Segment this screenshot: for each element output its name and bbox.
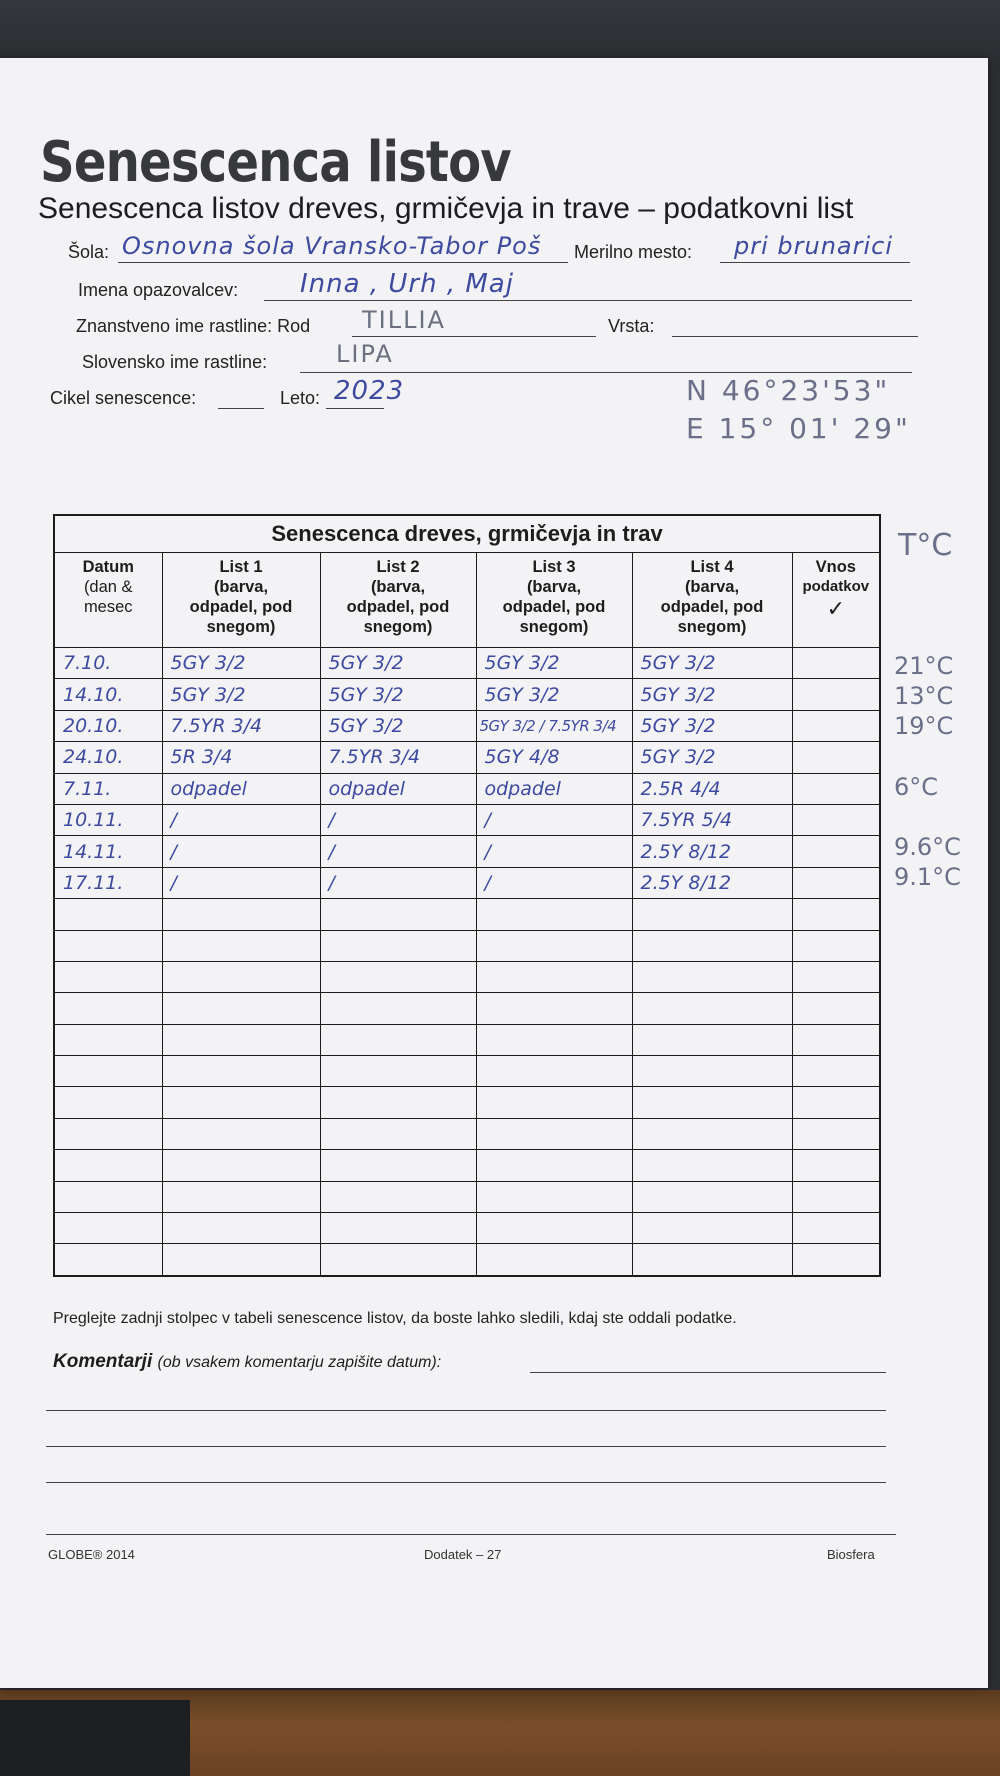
header-list-1-sub1: (barva, [213, 578, 269, 596]
table-row [54, 1181, 880, 1212]
cell-list-4[interactable] [632, 930, 792, 961]
temperature-value: 19°C [894, 712, 954, 741]
school-label: Šola: [68, 242, 110, 262]
cell-list-3[interactable]: 5GY 4/8 [476, 742, 632, 773]
cell-entry[interactable] [792, 930, 880, 961]
table-row [54, 1087, 880, 1118]
header-list-3-sub3: snegom) [519, 618, 589, 636]
cell-entry[interactable] [792, 1181, 880, 1212]
table-row [54, 993, 880, 1024]
cell-date[interactable]: 20.10. [54, 710, 162, 741]
cell-date[interactable] [54, 961, 162, 992]
cell-date[interactable]: 7.10. [54, 648, 162, 679]
checkmark-icon: ✓ [826, 596, 845, 621]
cell-list-2[interactable] [320, 993, 476, 1024]
header-list-1 [162, 553, 320, 648]
cell-list-1[interactable] [162, 1118, 320, 1149]
cell-list-1[interactable]: / [162, 804, 320, 835]
year-line [326, 408, 384, 409]
table-row [54, 867, 880, 898]
cell-entry[interactable] [792, 1213, 880, 1244]
table-row [54, 742, 880, 773]
cycle-line[interactable] [218, 408, 264, 409]
cell-entry[interactable] [792, 867, 880, 898]
header-list-2 [320, 553, 476, 648]
school-line [118, 262, 568, 263]
cell-list-3[interactable]: odpadel [476, 773, 632, 804]
cell-list-1[interactable]: odpadel [162, 773, 320, 804]
header-list-2-sub1: (barva, [370, 578, 426, 596]
cell-entry[interactable] [792, 961, 880, 992]
cell-list-4[interactable]: 2.5R 4/4 [632, 773, 792, 804]
cell-entry[interactable] [792, 1024, 880, 1055]
school-value[interactable]: Osnovna šola Vransko-Tabor Poš [122, 232, 542, 260]
data-sheet [0, 58, 988, 1688]
sheet-title: Senescenca listov [40, 130, 511, 195]
header-date-title: Datum [82, 558, 134, 576]
cell-list-2[interactable] [320, 1181, 476, 1212]
cell-list-1[interactable] [162, 1213, 320, 1244]
cell-date[interactable] [54, 1024, 162, 1055]
cell-entry[interactable] [792, 1118, 880, 1149]
year-value[interactable]: 2023 [334, 376, 405, 406]
header-list-1-title: List 1 [219, 558, 263, 576]
cell-date[interactable] [54, 1181, 162, 1212]
table-row [54, 1150, 880, 1181]
cell-list-2[interactable]: 5GY 3/2 [320, 710, 476, 741]
cell-list-4[interactable]: 2.5Y 8/12 [632, 836, 792, 867]
table-row [54, 1118, 880, 1149]
cell-entry[interactable] [792, 1056, 880, 1087]
cell-list-2[interactable] [320, 899, 476, 930]
cell-entry[interactable] [792, 836, 880, 867]
header-list-1-sub3: snegom) [206, 618, 276, 636]
cell-list-1[interactable] [162, 930, 320, 961]
cell-list-3[interactable] [476, 961, 632, 992]
photo-background-bottom [0, 1700, 190, 1776]
table-row [54, 836, 880, 867]
cell-list-3[interactable] [476, 1150, 632, 1181]
cell-list-1[interactable] [162, 1056, 320, 1087]
genus-value[interactable]: TILLIA [362, 306, 446, 334]
table-row [54, 899, 880, 930]
comment-line-4[interactable] [46, 1482, 886, 1483]
cell-list-2[interactable] [320, 1087, 476, 1118]
header-list-4-title: List 4 [690, 558, 734, 576]
temperature-value: 6°C [894, 772, 939, 801]
footer-left: GLOBE® 2014 [48, 1547, 135, 1562]
cell-list-3[interactable] [476, 1181, 632, 1212]
cell-date[interactable]: 7.11. [54, 773, 162, 804]
genus-line [352, 336, 596, 337]
header-list-4-sub1: (barva, [684, 578, 740, 596]
header-date-sub2: mesec [83, 598, 133, 616]
header-list-3-sub2: odpadel, pod [502, 598, 606, 616]
cell-list-3[interactable] [476, 930, 632, 961]
cell-list-1[interactable] [162, 1181, 320, 1212]
observers-value[interactable]: Inna , Urh , Maj [300, 269, 514, 299]
comments-hint: (ob vsakem komentarju zapišite datum): [157, 1354, 442, 1371]
cell-date[interactable] [54, 1087, 162, 1118]
sheet-subtitle: Senescenca listov dreves, grmičevja in trave – podatkovni list [38, 192, 854, 225]
cell-date[interactable]: 24.10. [54, 742, 162, 773]
cell-date[interactable] [54, 1150, 162, 1181]
table-row [54, 1244, 880, 1276]
cell-list-2[interactable] [320, 1150, 476, 1181]
cell-list-2[interactable]: / [320, 836, 476, 867]
header-entry-sub1: podatkov [802, 578, 870, 595]
cell-list-3[interactable] [476, 1213, 632, 1244]
cell-list-1[interactable]: 5GY 3/2 [162, 679, 320, 710]
cell-date[interactable] [54, 1118, 162, 1149]
cell-entry[interactable] [792, 1150, 880, 1181]
cell-list-3[interactable] [476, 1087, 632, 1118]
species-label: Vrsta: [608, 316, 655, 336]
common-name-value[interactable]: LIPA [336, 340, 394, 368]
header-list-2-sub2: odpadel, pod [346, 598, 450, 616]
header-entry [792, 553, 880, 648]
comment-line-3[interactable] [46, 1446, 886, 1447]
cell-list-1[interactable] [162, 1024, 320, 1055]
cell-list-1[interactable]: 5R 3/4 [162, 742, 320, 773]
cycle-label: Cikel senescence: [50, 388, 197, 408]
year-label: Leto: [280, 388, 321, 408]
table-row [54, 1213, 880, 1244]
cell-list-3[interactable]: / [476, 836, 632, 867]
cell-list-2[interactable] [320, 1056, 476, 1087]
instruction-note: Preglejte zadnji stolpec v tabeli senescence listov, da boste lahko sledili, kdaj ste oddali podatke. [53, 1310, 737, 1327]
cell-list-3[interactable] [476, 1244, 632, 1276]
cell-list-2[interactable] [320, 1213, 476, 1244]
cell-entry[interactable] [792, 679, 880, 710]
table-row [54, 679, 880, 710]
cell-list-4[interactable] [632, 1150, 792, 1181]
comment-line-2[interactable] [46, 1410, 886, 1411]
comments-title: Komentarji [53, 1351, 153, 1372]
cell-date[interactable]: 17.11. [54, 867, 162, 898]
cell-list-4[interactable] [632, 1244, 792, 1276]
table-row [54, 804, 880, 835]
cell-entry[interactable] [792, 648, 880, 679]
cell-list-4[interactable] [632, 1181, 792, 1212]
genus-label: Znanstveno ime rastline: Rod [76, 316, 311, 336]
cell-list-2[interactable]: / [320, 804, 476, 835]
coordinate-north: N 46°23'53" [686, 374, 891, 407]
common-name-label: Slovensko ime rastline: [82, 352, 268, 372]
footer-right: Biosfera [827, 1547, 875, 1562]
cell-list-3[interactable] [476, 1024, 632, 1055]
cell-list-3[interactable]: / [476, 867, 632, 898]
cell-date[interactable] [54, 1056, 162, 1087]
cell-list-1[interactable]: 5GY 3/2 [162, 648, 320, 679]
footer-center: Dodatek – 27 [424, 1547, 502, 1562]
table-row [54, 930, 880, 961]
cell-list-1[interactable] [162, 1087, 320, 1118]
cell-list-1[interactable] [162, 961, 320, 992]
table-row [54, 1056, 880, 1087]
cell-list-4[interactable] [632, 961, 792, 992]
cell-date[interactable]: 14.10. [54, 679, 162, 710]
cell-list-2[interactable]: 5GY 3/2 [320, 679, 476, 710]
cell-entry[interactable] [792, 1244, 880, 1276]
cell-list-3[interactable]: 5GY 3/2 [476, 679, 632, 710]
cell-date[interactable] [54, 1244, 162, 1276]
temperature-header: T°C [898, 528, 953, 563]
cell-date[interactable]: 14.11. [54, 836, 162, 867]
cell-list-2[interactable]: 5GY 3/2 [320, 648, 476, 679]
cell-list-3[interactable] [476, 1056, 632, 1087]
cell-list-1[interactable]: 7.5YR 3/4 [162, 710, 320, 741]
cell-list-1[interactable] [162, 1244, 320, 1276]
cell-list-4[interactable]: 2.5Y 8/12 [632, 867, 792, 898]
common-name-line [300, 372, 912, 373]
observers-line [264, 300, 912, 301]
cell-list-4[interactable]: 5GY 3/2 [632, 710, 792, 741]
cell-list-1[interactable] [162, 993, 320, 1024]
cell-entry[interactable] [792, 804, 880, 835]
cell-list-2[interactable] [320, 1118, 476, 1149]
cell-list-1[interactable] [162, 899, 320, 930]
cell-list-2[interactable] [320, 930, 476, 961]
temperature-value: 9.6°C [894, 833, 961, 862]
cell-list-2[interactable]: odpadel [320, 773, 476, 804]
cell-entry[interactable] [792, 899, 880, 930]
temperature-value: 9.1°C [894, 863, 961, 892]
cell-list-2[interactable]: 7.5YR 3/4 [320, 742, 476, 773]
species-line[interactable] [672, 336, 918, 337]
cell-list-2[interactable] [320, 961, 476, 992]
cell-list-4[interactable]: 7.5YR 5/4 [632, 804, 792, 835]
header-list-3-sub1: (barva, [526, 578, 582, 596]
table-row [54, 773, 880, 804]
cell-list-3[interactable] [476, 899, 632, 930]
cell-list-4[interactable] [632, 993, 792, 1024]
header-list-2-title: List 2 [376, 558, 420, 576]
header-list-4 [632, 553, 792, 648]
header-list-3 [476, 553, 632, 648]
header-list-2-sub3: snegom) [363, 618, 433, 636]
header-entry-title: Vnos [815, 558, 856, 576]
cell-list-4[interactable] [632, 899, 792, 930]
cell-list-1[interactable] [162, 1150, 320, 1181]
cell-list-4[interactable]: 5GY 3/2 [632, 679, 792, 710]
cell-list-2[interactable]: / [320, 867, 476, 898]
cell-entry[interactable] [792, 773, 880, 804]
header-date-sub1: (dan & [83, 578, 133, 596]
cell-list-1[interactable]: / [162, 867, 320, 898]
header-list-4-sub2: odpadel, pod [660, 598, 764, 616]
table-row [54, 710, 880, 741]
cell-date[interactable] [54, 1213, 162, 1244]
comment-line-1[interactable] [530, 1372, 886, 1373]
cell-date[interactable]: 10.11. [54, 804, 162, 835]
table-caption: Senescenca dreves, grmičevja in trav [54, 515, 880, 553]
header-list-4-sub3: snegom) [677, 618, 747, 636]
temperature-value: 13°C [894, 682, 954, 711]
cell-date[interactable] [54, 930, 162, 961]
cell-entry[interactable] [792, 993, 880, 1024]
senescence-table [53, 514, 881, 1277]
cell-list-3[interactable]: 5GY 3/2 / 7.5YR 3/4 [476, 710, 632, 741]
cell-date[interactable] [54, 993, 162, 1024]
cell-list-4[interactable] [632, 1056, 792, 1087]
temperature-value: 21°C [894, 652, 954, 680]
cell-list-3[interactable] [476, 993, 632, 1024]
cell-list-4[interactable] [632, 1087, 792, 1118]
table-row [54, 961, 880, 992]
site-value[interactable]: pri brunarici [734, 232, 894, 260]
coordinate-east: E 15° 01' 29" [686, 412, 911, 445]
cell-list-4[interactable]: 5GY 3/2 [632, 648, 792, 679]
site-label: Merilno mesto: [574, 242, 693, 262]
cell-list-3[interactable] [476, 1118, 632, 1149]
table-row [54, 1024, 880, 1055]
cell-list-2[interactable] [320, 1024, 476, 1055]
site-line [720, 262, 910, 263]
header-date [54, 553, 162, 648]
cell-list-4[interactable] [632, 1024, 792, 1055]
cell-list-1[interactable]: / [162, 836, 320, 867]
cell-list-4[interactable]: 5GY 3/2 [632, 742, 792, 773]
cell-entry[interactable] [792, 742, 880, 773]
cell-entry[interactable] [792, 710, 880, 741]
header-list-1-sub2: odpadel, pod [189, 598, 293, 616]
cell-list-4[interactable] [632, 1118, 792, 1149]
comments-label [53, 1351, 441, 1373]
cell-list-4[interactable] [632, 1213, 792, 1244]
observers-label: Imena opazovalcev: [78, 280, 239, 300]
cell-list-3[interactable]: 5GY 3/2 [476, 648, 632, 679]
table-row [54, 648, 880, 679]
footer-rule [46, 1534, 896, 1535]
header-list-3-title: List 3 [532, 558, 576, 576]
cell-entry[interactable] [792, 1087, 880, 1118]
cell-list-2[interactable] [320, 1244, 476, 1276]
cell-date[interactable] [54, 899, 162, 930]
cell-list-3[interactable]: / [476, 804, 632, 835]
